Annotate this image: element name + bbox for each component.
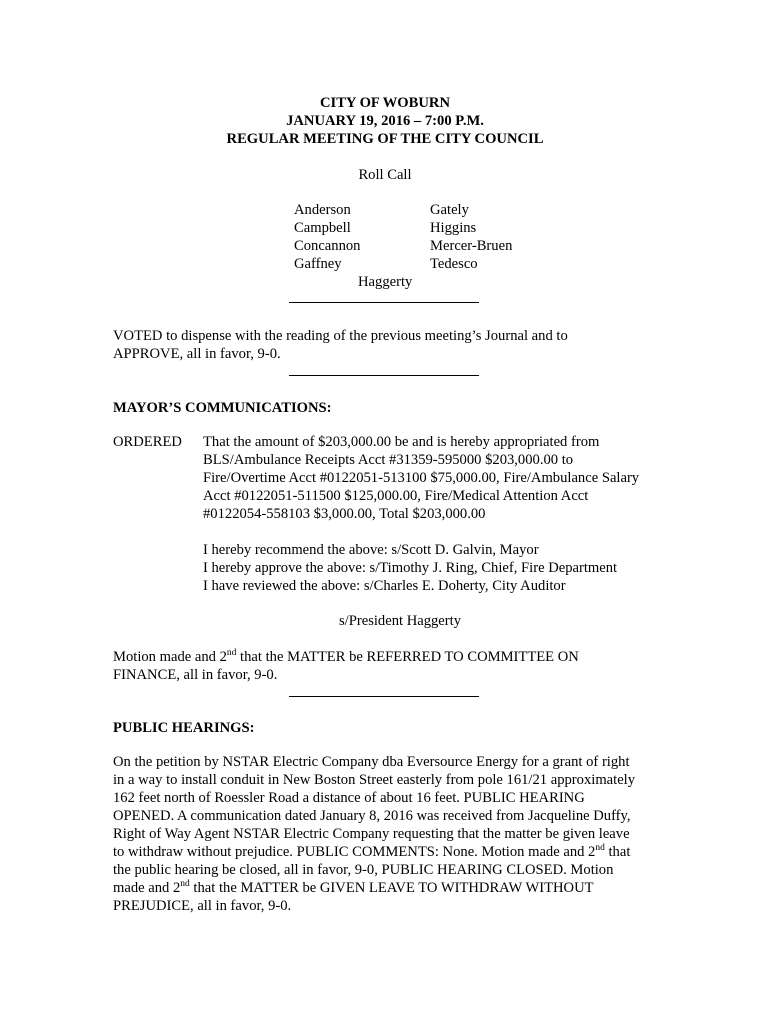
hearing-text: that the MATTER be GIVEN LEAVE TO WITHDRAW WITHOUT <box>189 880 594 896</box>
city-title: CITY OF WOBURN <box>319 95 450 111</box>
motion-line <box>113 648 579 666</box>
hearing-text-line: the public hearing be closed, all in favor, 9-0, PUBLIC HEARING CLOSED. Motion <box>113 862 614 878</box>
hearing-text: that <box>604 844 631 860</box>
motion-superscript: nd <box>226 648 237 658</box>
endorsement-line: I have reviewed the above: s/Charles E. Doherty, City Auditor <box>203 578 566 594</box>
hearing-text: made and 2 <box>113 880 181 896</box>
divider-line <box>289 302 479 303</box>
roll-call-name: Anderson <box>294 202 351 218</box>
roll-call-left-column <box>294 201 360 273</box>
endorsement-line: I hereby approve the above: s/Timothy J. Ring, Chief, Fire Department <box>203 560 618 576</box>
hearing-text-line <box>113 843 630 861</box>
order-text-line: That the amount of $203,000.00 be and is hereby appropriated from <box>203 434 600 450</box>
hearing-text-line: Right of Way Agent NSTAR Electric Company requesting that the matter be given leave <box>113 826 630 842</box>
motion-text: that the MATTER be REFERRED TO COMMITTEE ON <box>236 649 579 665</box>
hearing-text-line: OPENED. A communication dated January 8, 2016 was received from Jacqueline Duffy, <box>113 808 631 824</box>
section-heading-public-hearings: PUBLIC HEARINGS: <box>113 720 255 736</box>
roll-call-title: Roll Call <box>358 167 412 183</box>
roll-call-name: Campbell <box>294 220 351 236</box>
roll-call-name: Tedesco <box>430 256 478 272</box>
roll-call-right-column <box>430 201 512 273</box>
hearing-text-line: in a way to install conduit in New Boston Street easterly from pole 161/21 approximately <box>113 772 636 788</box>
ordered-label: ORDERED <box>113 434 182 450</box>
journal-vote-line: APPROVE, all in favor, 9-0. <box>113 346 281 362</box>
hearing-text: to withdraw without prejudice. PUBLIC COMMENTS: None. Motion made and 2 <box>113 844 596 860</box>
roll-call-name: Higgins <box>430 220 477 236</box>
hearing-text-line: PREJUDICE, all in favor, 9-0. <box>113 898 292 914</box>
endorsement-line: I hereby recommend the above: s/Scott D. Galvin, Mayor <box>203 542 539 558</box>
meeting-title: REGULAR MEETING OF THE CITY COUNCIL <box>226 131 544 147</box>
section-heading-mayors-communications: MAYOR’S COMMUNICATIONS: <box>113 400 332 416</box>
hearing-text-line: On the petition by NSTAR Electric Company dba Eversource Energy for a grant of right <box>113 754 630 770</box>
roll-call-president: Haggerty <box>358 274 413 290</box>
motion-text: Motion made and 2 <box>113 649 227 665</box>
roll-call-name: Gately <box>430 202 469 218</box>
divider-line <box>289 696 479 697</box>
divider-line <box>289 375 479 376</box>
order-text-line: #0122054-558103 $3,000.00, Total $203,000.00 <box>203 506 486 522</box>
roll-call-name: Mercer-Bruen <box>430 238 513 254</box>
roll-call-name: Gaffney <box>294 256 342 272</box>
order-text-line: BLS/Ambulance Receipts Acct #31359-595000 $203,000.00 to <box>203 452 574 468</box>
meeting-date: JANUARY 19, 2016 – 7:00 P.M. <box>286 113 484 129</box>
hearing-text-line <box>113 879 594 897</box>
hearing-text-line: 162 feet north of Roessler Road a distance of about 16 feet. PUBLIC HEARING <box>113 790 585 806</box>
motion-line: FINANCE, all in favor, 9-0. <box>113 667 278 683</box>
hearing-superscript: nd <box>180 879 190 889</box>
order-text-line: Fire/Overtime Acct #0122051-513100 $75,000.00, Fire/Ambulance Salary <box>203 470 640 486</box>
order-text-line: Acct #0122051-511500 $125,000.00, Fire/Medical Attention Acct <box>203 488 589 504</box>
roll-call-name: Concannon <box>294 238 361 254</box>
journal-vote-line: VOTED to dispense with the reading of the previous meeting’s Journal and to <box>113 328 568 344</box>
president-signature: s/President Haggerty <box>339 613 461 629</box>
hearing-superscript: nd <box>595 843 605 853</box>
